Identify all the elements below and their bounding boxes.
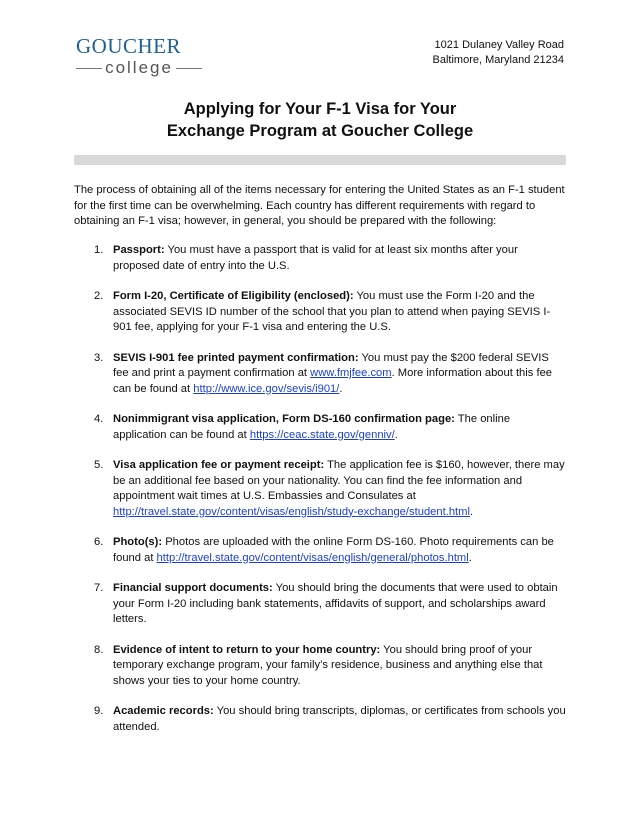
item-number: 3. (94, 351, 104, 364)
page-title (0, 98, 640, 142)
item-number: 1. (94, 244, 104, 256)
fmjfee-link[interactable]: www.fmjfee.com (310, 367, 392, 379)
item-heading: Financial support documents: (113, 582, 273, 594)
list-item (74, 412, 566, 443)
item-text: The online application can be found at (113, 413, 511, 441)
item-heading: Passport: (113, 244, 165, 256)
item-text: . (469, 505, 474, 518)
photos-link[interactable]: http://travel.state.gov/content/visas/english/general/photos.html (156, 551, 469, 564)
title-line-1: Applying for Your F-1 Visa for Your (183, 100, 457, 118)
item-text: . More information about this fee can be found at (113, 367, 553, 395)
logo-name: GOUCHER (76, 34, 182, 58)
logo-rule-left (76, 68, 102, 69)
requirements-list (74, 243, 566, 735)
item-number: 6. (94, 536, 104, 548)
item-heading: Photo(s): (113, 536, 163, 548)
address-line-2: Baltimore, Maryland 21234 (432, 54, 564, 66)
item-number: 2. (94, 290, 104, 302)
list-item (74, 243, 566, 274)
ice-sevis-link[interactable]: http://www.ice.gov/sevis/i901/ (193, 382, 340, 395)
logo-rule-right (176, 68, 202, 69)
ceac-link[interactable]: https://ceac.state.gov/genniv/ (249, 428, 395, 441)
item-number: 7. (94, 582, 104, 594)
list-item (74, 351, 566, 398)
list-item (74, 581, 566, 628)
address-line-1: 1021 Dulaney Valley Road (434, 39, 564, 51)
item-heading: Evidence of intent to return to your home country: (113, 643, 381, 656)
item-heading: Nonimmigrant visa application, Form DS-160 confirmation page: (113, 413, 455, 425)
item-text: You must have a passport that is valid for at least six months after your proposed date of entry into the U.S. (113, 244, 518, 272)
title-line-2: Exchange Program at Goucher College (166, 122, 474, 140)
item-text: . (394, 428, 398, 441)
title-divider (74, 155, 566, 165)
logo-subtitle (76, 59, 202, 77)
item-heading: Visa application fee or payment receipt: (113, 459, 325, 471)
item-text: You must pay the $200 federal SEVIS fee and print a payment confirmation at (113, 351, 549, 379)
item-heading: SEVIS I-901 fee printed payment confirmation: (113, 351, 359, 364)
item-number: 8. (94, 643, 104, 656)
item-number: 9. (94, 705, 104, 717)
item-text: . (339, 382, 343, 395)
student-visa-link[interactable]: http://travel.state.gov/content/visas/english/study-exchange/student.html (113, 505, 470, 518)
list-item (74, 643, 566, 690)
list-item (74, 289, 566, 336)
item-heading: Form I-20, Certificate of Eligibility (enclosed): (113, 290, 354, 302)
list-item (74, 458, 566, 520)
item-number: 5. (94, 459, 104, 471)
address-block (433, 38, 564, 68)
intro-paragraph: The process of obtaining all of the items necessary for entering the United States as an F-1 student for the first time can be overwhelming. Each country has different requirements with regard to obtaining an F-1 visa; however, in general, you should be prepared with the following: (74, 184, 565, 227)
item-text: You must use the Form I-20 and the associated SEVIS ID number of the school that you plan to attend when paying SEVIS I-901 fee, applying for your F-1 visa and entering the U.S. (113, 290, 551, 333)
item-text: You should bring the documents that were used to obtain your Form I-20 including bank statements, affidavits of support, and scholarships award letters. (113, 582, 558, 625)
goucher-logo (76, 34, 206, 77)
logo-college: college (105, 58, 173, 77)
item-number: 4. (94, 413, 104, 425)
list-item (74, 704, 566, 735)
list-item (74, 535, 566, 566)
item-heading: Academic records: (113, 705, 214, 717)
item-text: . (468, 551, 472, 564)
item-text: You should bring proof of your temporary exchange program, your family’s residence, business and anything else that shows your ties to your home country. (113, 643, 543, 687)
item-text: The application fee is $160, however, there may be an additional fee based on your nationality. You can find the fee information and appointment wait times at U.S. Embassies and Consulates at (113, 459, 565, 502)
item-text: You should bring transcripts, diplomas, or certificates from schools you attended. (113, 705, 566, 733)
item-text: Photos are uploaded with the online Form DS-160. Photo requirements can be found at (113, 536, 554, 564)
